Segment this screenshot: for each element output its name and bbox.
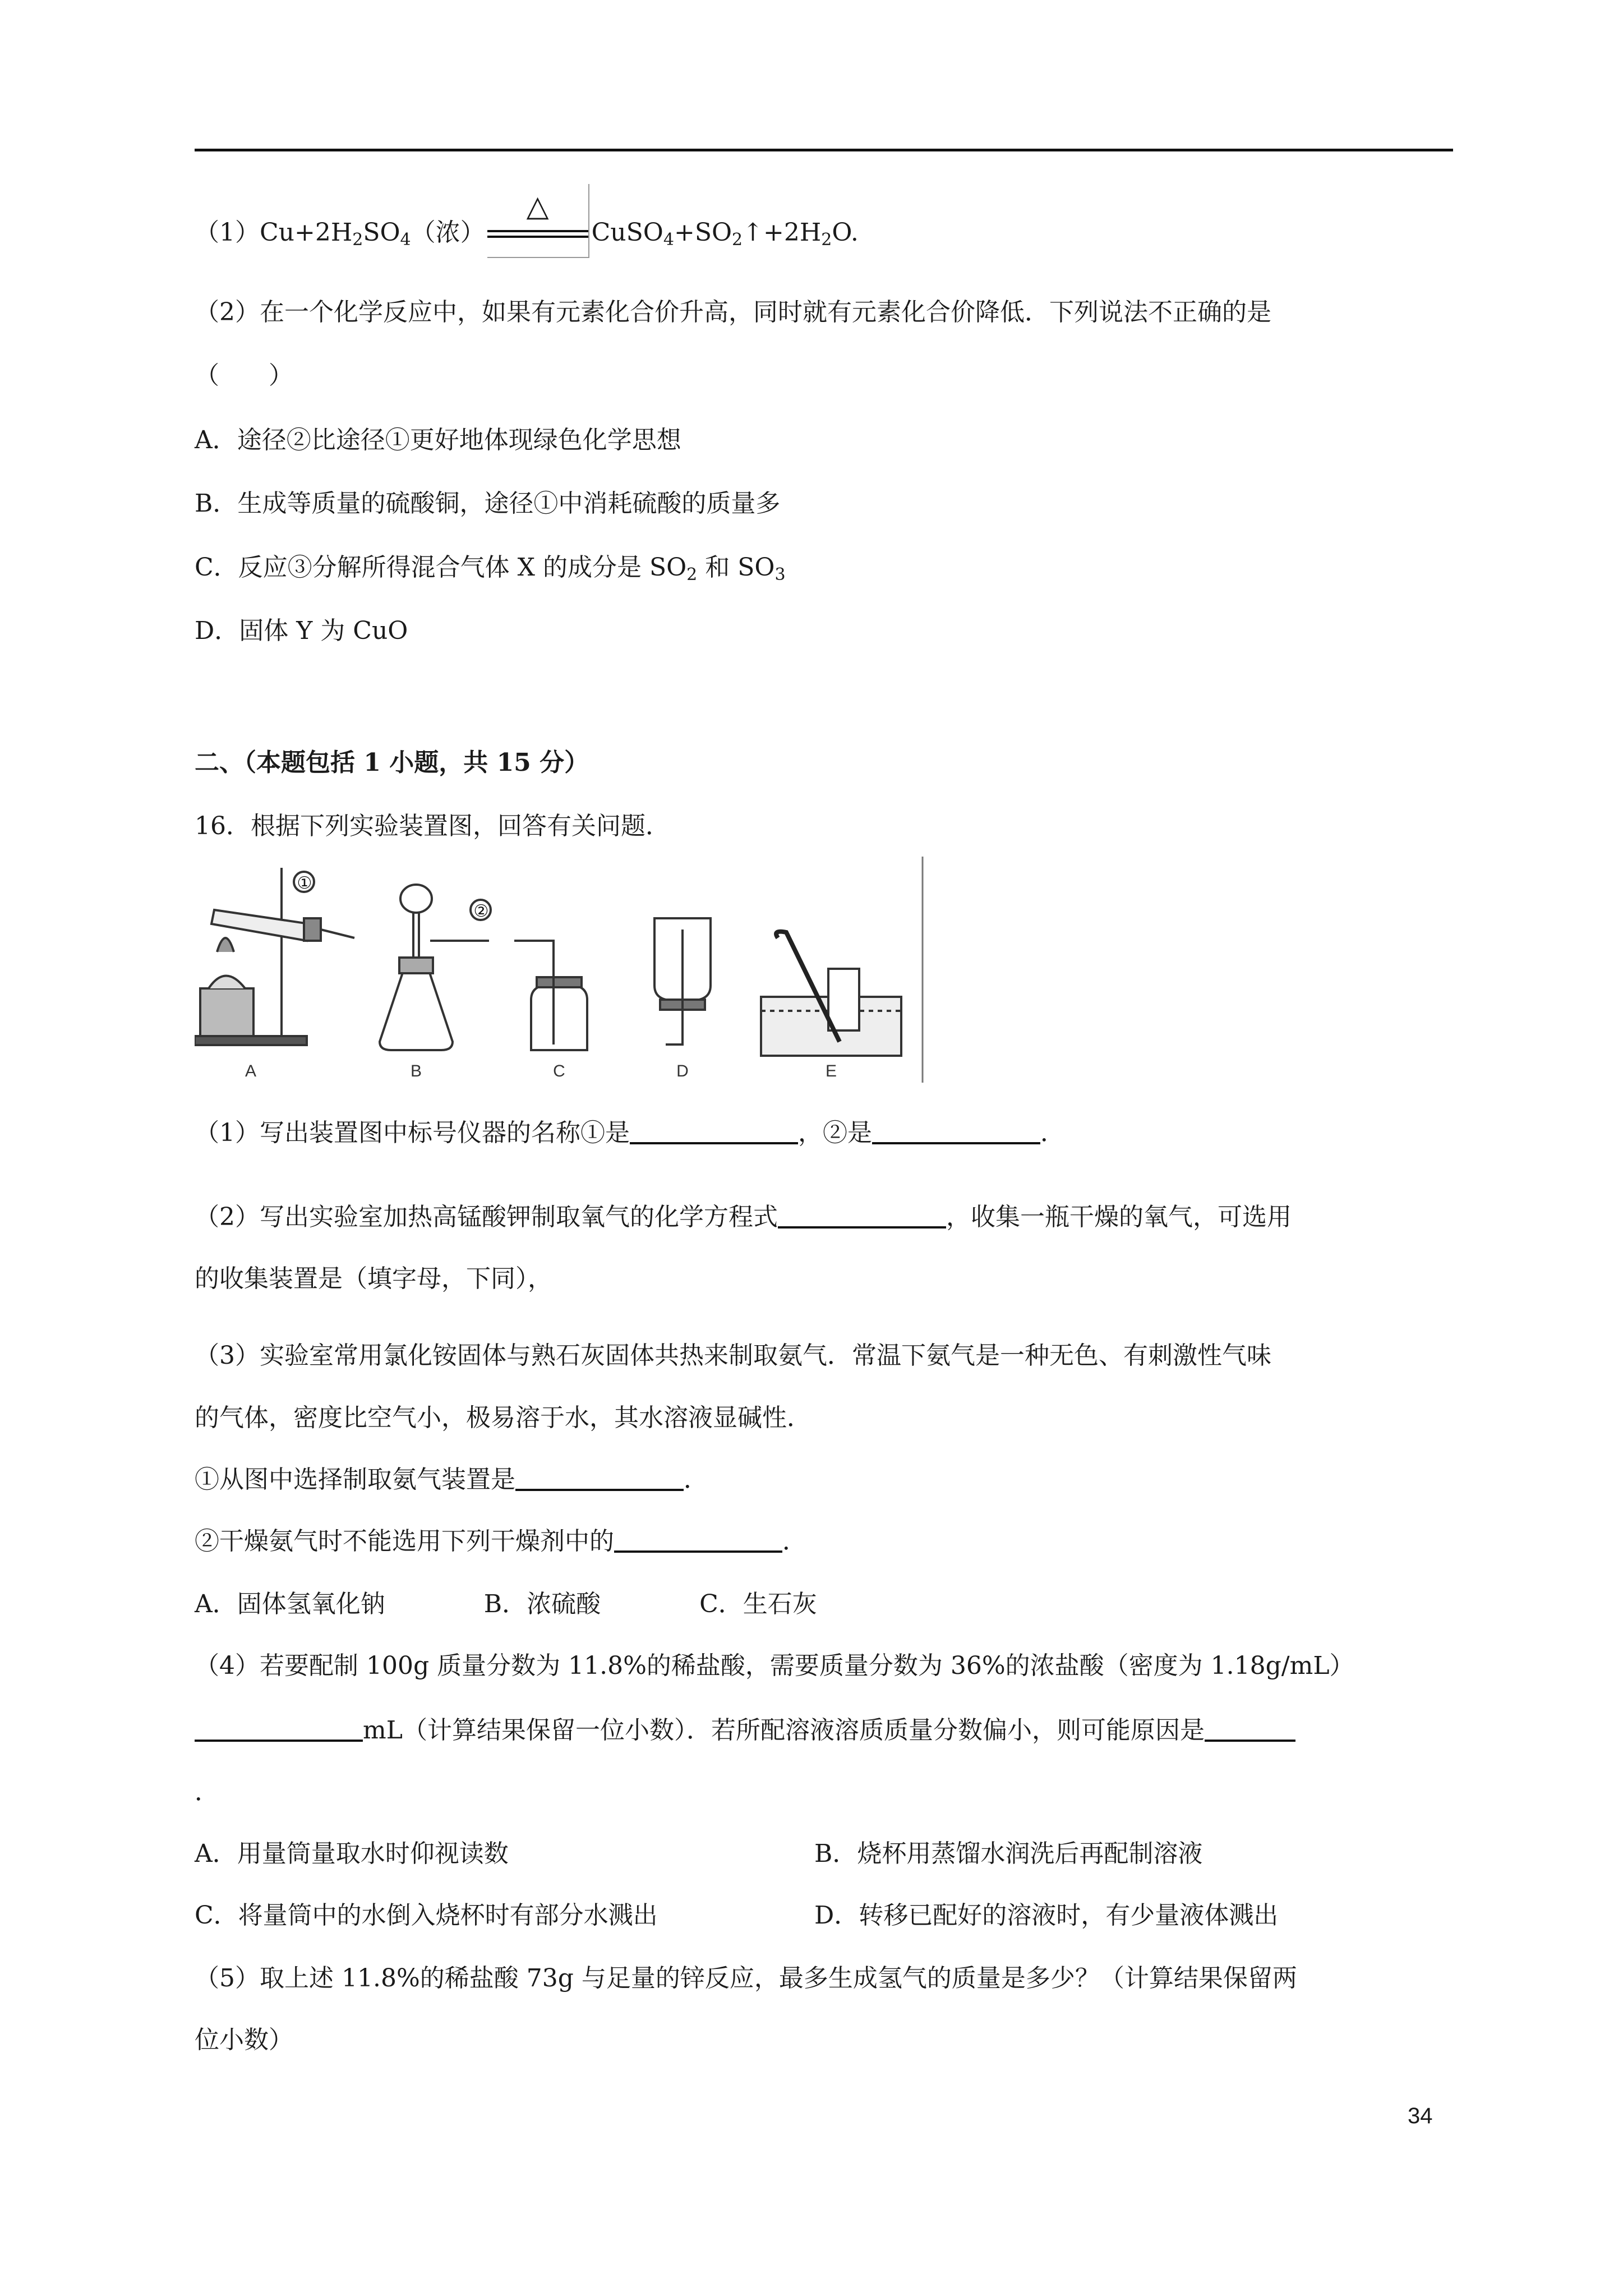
answer-blank[interactable]: [515, 1466, 684, 1491]
q16-stem: 16．根据下列实验装置图，回答有关问题．: [195, 812, 670, 840]
answer-blank[interactable]: [778, 1204, 946, 1228]
label-a: A: [245, 1062, 257, 1080]
page-number: 34: [1408, 2104, 1433, 2128]
q16-part4-option-d: D．转移已配好的溶液时，有少量液体溅出: [814, 1901, 1279, 1930]
section-heading: 二、（本题包括 1 小题，共 15 分）: [195, 748, 589, 777]
label-marker-1: ①: [297, 873, 312, 893]
q16-part5-line1: （5）取上述 11.8%的稀盐酸 73g 与足量的锌反应，最多生成氢气的质量是多少？（计算结果保留两: [195, 1964, 1297, 1993]
q16-part4-line3: ．: [195, 1778, 219, 1806]
q16-part3-options: A．固体氢氧化钠 B．浓硫酸 C．生石灰: [195, 1590, 817, 1618]
answer-blank[interactable]: [872, 1120, 1040, 1144]
q15-part2-stem: （2）在一个化学反应中，如果有元素化合价升高，同时就有元素化合价降低．下列说法不正确的是: [195, 298, 1271, 326]
q16-part4-line2: mL（计算结果保留一位小数）．若所配溶液溶质质量分数偏小，则可能原因是: [195, 1714, 1295, 1747]
q15-option-c: C．反应③分解所得混合气体 X 的成分是 $SO_2$ 和 $SO_3$: [195, 553, 786, 585]
label-b: B: [410, 1062, 422, 1080]
label-c: C: [553, 1062, 565, 1080]
q16-part5-line2: 位小数）: [195, 2026, 293, 2054]
q16-part3-sub2: ②干燥氨气时不能选用下列干燥剂中的 ．: [195, 1527, 807, 1556]
apparatus-figure: [195, 857, 924, 1083]
q16-part3-sub1: ①从图中选择制取氨气装置是 ．: [195, 1465, 708, 1494]
q16-part1: （1）写出装置图中标号仪器的名称①是 ，②是 ．: [195, 1119, 1065, 1147]
q16-part3-line1: （3）实验室常用氯化铵固体与熟石灰固体共热来制取氨气．常温下氨气是一种无色、有刺激性气味: [195, 1341, 1271, 1370]
answer-blank[interactable]: [614, 1528, 782, 1553]
answer-blank[interactable]: [195, 1717, 363, 1742]
answer-blank[interactable]: [1205, 1717, 1295, 1742]
q16-part3-line2: 的气体，密度比空气小，极易溶于水，其水溶液显碱性．: [195, 1404, 811, 1432]
label-d: D: [676, 1062, 689, 1080]
q15-answer-paren: （ ）: [195, 361, 293, 390]
delta-symbol: △: [526, 189, 549, 223]
header-rule: [195, 149, 1453, 151]
q16-part2-line2: 的收集装置是（填字母，下同），: [195, 1264, 552, 1293]
q16-part2-line1: （2）写出实验室加热高锰酸钾制取氧气的化学方程式 ，收集一瓶干燥的氧气，可选用: [195, 1203, 1292, 1231]
answer-blank[interactable]: [630, 1120, 798, 1144]
up-arrow-icon: ↑: [743, 218, 764, 247]
q16-part4-option-a: A．用量筒量取水时仰视读数: [195, 1839, 509, 1868]
label-marker-2: ②: [473, 901, 489, 921]
q15-option-b: B．生成等质量的硫酸铜，途径①中消耗硫酸的质量多: [195, 489, 781, 518]
q15-option-a: A．途径②比途径①更好地体现绿色化学思想: [195, 426, 681, 454]
q16-part4-option-b: B．烧杯用蒸馏水润洗后再配制溶液: [814, 1839, 1203, 1868]
heating-condition-sign: [487, 189, 589, 251]
q16-part4-option-c: C．将量筒中的水倒入烧杯时有部分水溅出: [195, 1901, 658, 1930]
q15-equation: $(1)Cu+2H_2SO_4$（浓） △ $CuSO_4+SO_2↑+2H_2O$.: [195, 216, 859, 251]
label-e: E: [825, 1062, 837, 1080]
q16-part4-line1: （4）若要配制 100g 质量分数为 11.8%的稀盐酸，需要质量分数为 36%的浓盐酸（密度为 1.18g/mL）: [195, 1651, 1354, 1680]
q15-option-d: D．固体 Y 为 CuO: [195, 616, 408, 645]
